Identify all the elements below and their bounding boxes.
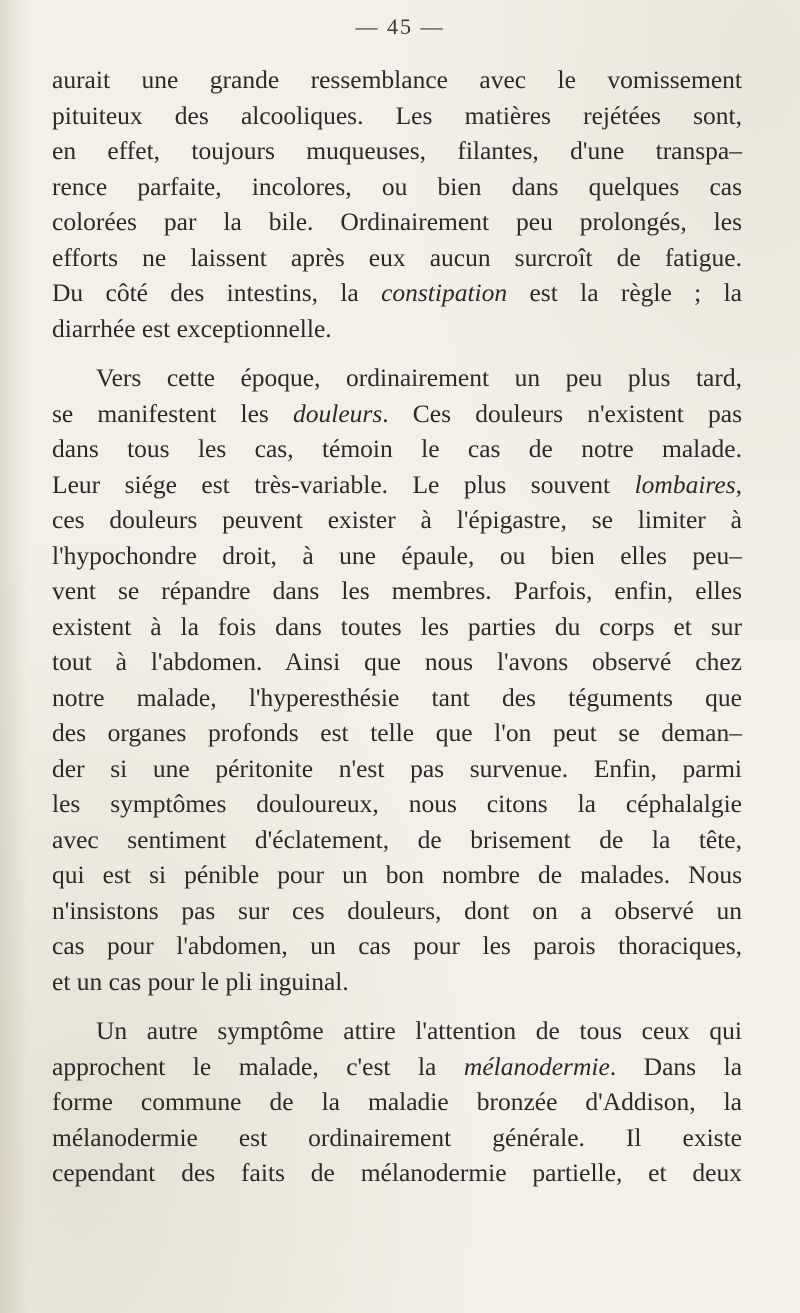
text-run: se manifestent les (52, 398, 294, 428)
text-line: forme commune de la maladie bronzée d'Addison, la (52, 1087, 742, 1116)
text-run: . Dans la (609, 1051, 743, 1081)
text-line (52, 396, 742, 432)
text-line: dans tous les cas, témoin le cas de notre malade. (52, 434, 742, 463)
italic-term: lombaires (634, 469, 736, 499)
text-line: rence parfaite, incolores, ou bien dans quelques cas (52, 171, 742, 201)
text-line: ces douleurs peuvent exister à l'épigastre, se limiter à (52, 505, 742, 534)
text-line: n'insistons pas sur ces douleurs, dont on a observé un (52, 895, 742, 925)
text-run: , (735, 469, 742, 499)
text-line (52, 1049, 742, 1085)
text-run: approchent le malade, c'est la (52, 1051, 464, 1081)
text-line: cas pour l'abdomen, un cas pour les parois thoraciques, (52, 931, 742, 960)
italic-term: constipation (381, 278, 508, 307)
text-line: aurait une grande ressemblance avec le vomissement (52, 65, 742, 94)
text-line: existent à la fois dans toutes les parties du corps et sur (52, 611, 742, 641)
text-line: cependant des faits de mélanodermie partielle, et deux (52, 1158, 742, 1187)
text-run: est la règle ; la (507, 278, 742, 307)
paragraph-1 (52, 62, 742, 346)
text-line: notre malade, l'hyperesthésie tant des téguments que (52, 682, 742, 712)
text-line: efforts ne laissent après eux aucun surcroît de fatigue. (52, 242, 742, 272)
text-line: qui est si pénible pour un bon nombre de malades. Nous (52, 860, 742, 889)
text-line (52, 275, 742, 311)
paragraph-2 (52, 360, 742, 999)
text-line: avec sentiment d'éclatement, de brisement de la tête, (52, 824, 742, 854)
text-line: Un autre symptôme attire l'attention de tous ceux qui (96, 1016, 742, 1045)
paragraph-3 (52, 1013, 742, 1191)
text-run: . Ces douleurs n'existent pas (382, 398, 743, 428)
text-line: en effet, toujours muqueuses, filantes, d'une transpa– (52, 136, 742, 165)
body-text (52, 62, 742, 1191)
text-line (52, 467, 742, 503)
italic-term: mélanodermie (463, 1051, 610, 1081)
text-line: Vers cette époque, ordinairement un peu plus tard, (96, 363, 742, 392)
page-binding-shadow (0, 0, 28, 1313)
text-line: les symptômes douloureux, nous citons la céphalalgie (52, 789, 742, 818)
text-line: colorées par la bile. Ordinairement peu prolongés, les (52, 207, 742, 236)
text-line: diarrhée est exceptionnelle. (52, 313, 332, 343)
italic-term: douleurs (293, 398, 383, 428)
text-line: et un cas pour le pli inguinal. (52, 966, 349, 996)
text-run: Du côté des intestins, la (52, 278, 382, 307)
text-line: tout à l'abdomen. Ainsi que nous l'avons observé chez (52, 647, 742, 676)
text-line: pituiteux des alcooliques. Les matières rejétées sont, (52, 100, 742, 130)
text-line: des organes profonds est telle que l'on peut se deman– (52, 718, 742, 747)
text-line: mélanodermie est ordinairement générale. Il existe (52, 1122, 742, 1152)
text-run: Leur siége est très-variable. Le plus souvent (52, 469, 635, 499)
text-line: der si une péritonite n'est pas survenue. Enfin, parmi (52, 753, 742, 783)
page-number: — 45 — (355, 14, 445, 39)
text-line: vent se répandre dans les membres. Parfois, enfin, elles (52, 576, 742, 605)
text-line: l'hypochondre droit, à une épaule, ou bien elles peu– (52, 540, 742, 570)
